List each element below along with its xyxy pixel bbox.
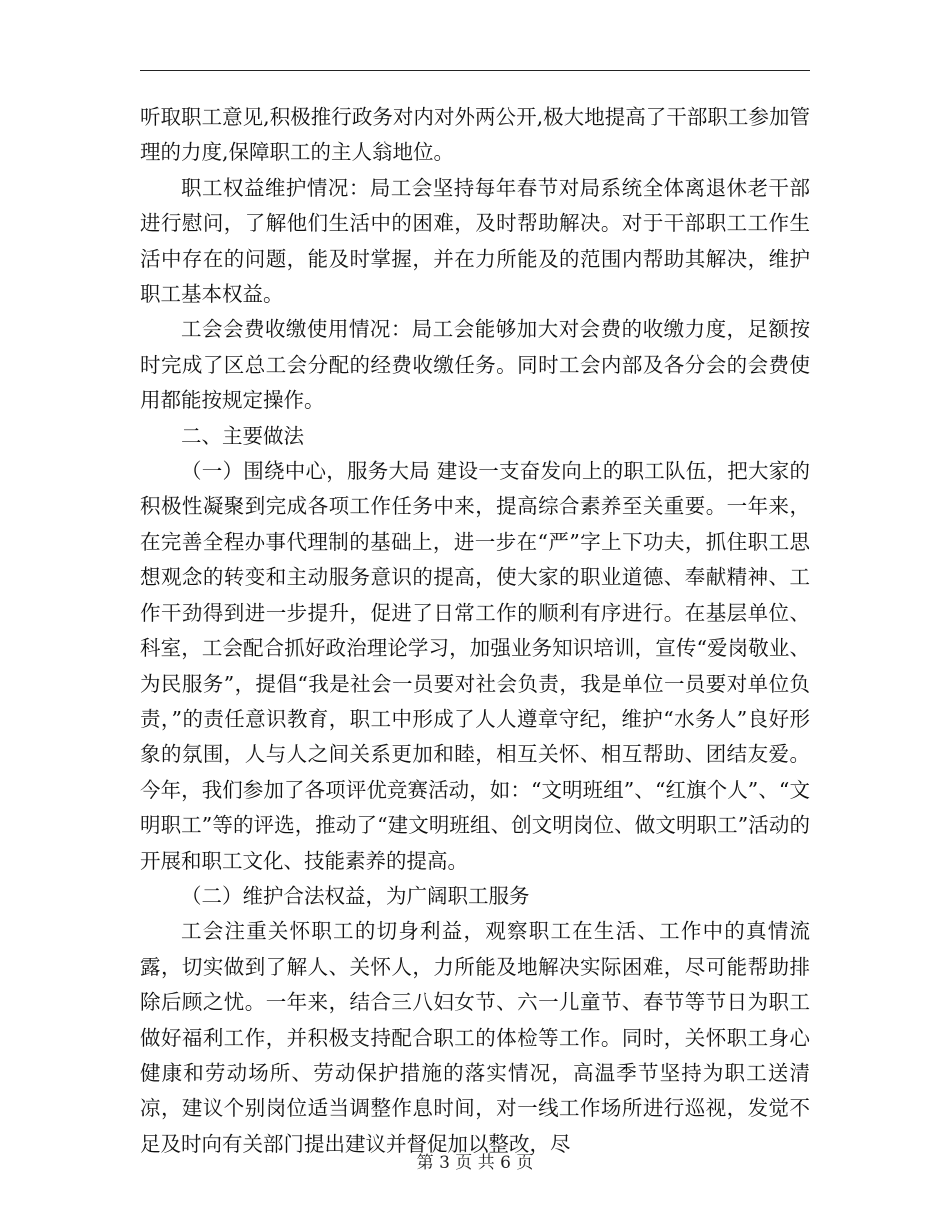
paragraph-3: 工会会费收缴使用情况：局工会能够加大对会费的收缴力度，足额按时完成了区总工会分配的经费收缴任务。同时工会内部及各分会的会费使用都能按规定操作。: [140, 317, 810, 413]
paragraph-4: （一）围绕中心，服务大局 建设一支奋发向上的职工队伍，把大家的积极性凝聚到完成各项工作任务中来，提高综合素养至关重要。一年来，在完善全程办事代理制的基础上，进一步在“严”字上下功夫，抓住职工思想观念的转变和主动服务意识的提高，使大家的职业道德、奉献精神、工作干劲得到进一步提升，促进了日常工作的顺利有序进行。在基层单位、科室，工会配合抓好政治理论学习，加强业务知识培训，宣传“爱岗敬业、为民服务”，提倡“我是社会一员要对社会负责，我是单位一员要对单位负责，”的责任意识教育，职工中形成了人人遵章守纪，维护“水务人”良好形象的氛围，人与人之间关系更加和睦，相互关怀、相互帮助、团结友爱。今年，我们参加了各项评优竞赛活动，如：“文明班组”、“红旗个人”、“文明职工”等的评选，推动了“建文明班组、创文明岗位、做文明职工”活动的开展和职工文化、技能素养的提高。: [140, 459, 810, 873]
page-number: 第 3 页 共 6 页: [416, 1153, 534, 1173]
subsection-heading: （二）维护合法权益，为广阔职工服务: [181, 883, 530, 908]
paragraph-2: 职工权益维护情况：局工会坚持每年春节对局系统全体离退休老干部进行慰问，了解他们生活中的困难，及时帮助解决。对于干部职工工作生活中存在的问题，能及时掌握，并在力所能及的范围内帮助其解决，维护职工基本权益。: [140, 175, 810, 307]
paragraph-1: 听取职工意见,积极推行政务对内对外两公开,极大地提高了干部职工参加管理的力度,保障职工的主人翁地位。: [140, 105, 810, 165]
document-body: [140, 100, 810, 1162]
header-rule: [140, 70, 810, 71]
section-heading: 二、主要做法: [181, 423, 304, 448]
paragraph-5: 工会注重关怀职工的切身利益，观察职工在生活、工作中的真情流露，切实做到了解人、关怀人，力所能及地解决实际困难，尽可能帮助排除后顾之忧。一年来，结合三八妇女节、六一儿童节、春节等节日为职工做好福利工作，并积极支持配合职工的体检等工作。同时，关怀职工身心健康和劳动场所、劳动保护措施的落实情况，高温季节坚持为职工送清凉，建议个别岗位适当调整作息时间，对一线工作场所进行巡视，发觉不足及时向有关部门提出建议并督促加以整改，尽: [140, 919, 810, 1156]
